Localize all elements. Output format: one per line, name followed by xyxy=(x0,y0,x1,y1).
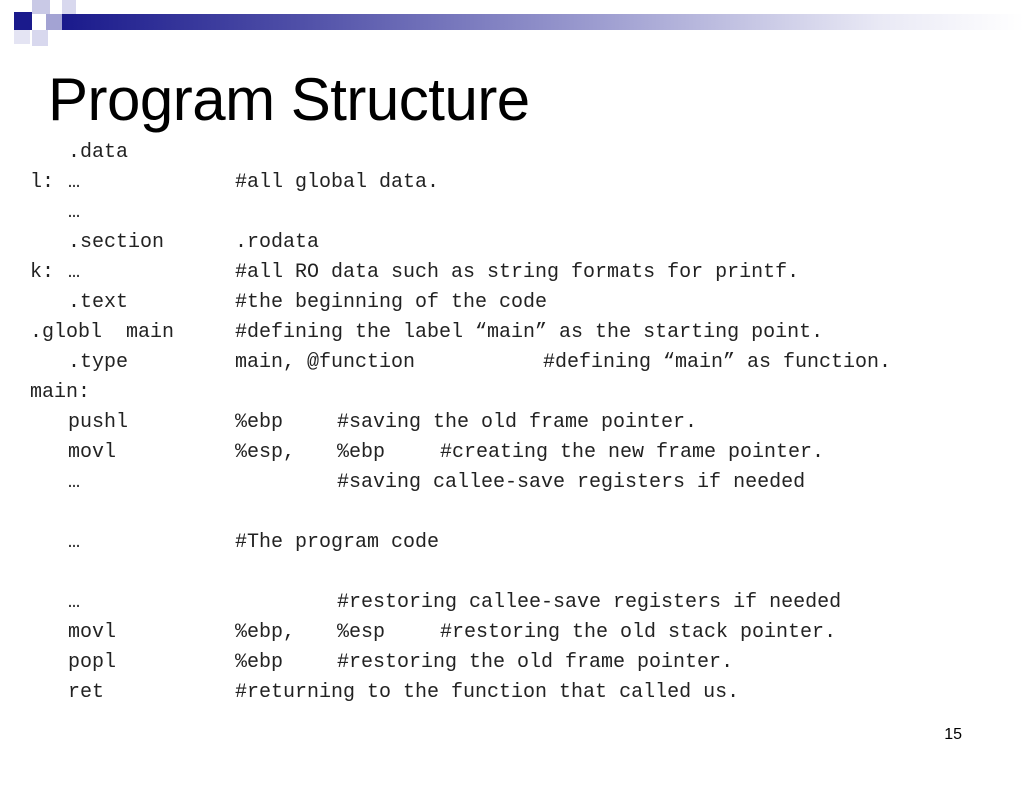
code-arg: %esp, xyxy=(235,441,296,464)
code-line xyxy=(30,438,825,468)
code-arg: #defining the label “main” as the starting point. xyxy=(235,321,824,344)
code-comment: #saving the old frame pointer. xyxy=(337,411,698,434)
code-line xyxy=(30,408,698,438)
code-line xyxy=(30,678,740,708)
code-op: … xyxy=(68,261,81,284)
code-op: .text xyxy=(68,291,129,314)
code-arg: #the beginning of the code xyxy=(235,291,548,314)
code-op: ret xyxy=(68,681,105,704)
code-line xyxy=(30,198,81,228)
decorative-square xyxy=(62,0,76,14)
header-gradient-bar xyxy=(62,14,1024,30)
code-line xyxy=(30,618,837,648)
code-op: .type xyxy=(68,351,129,374)
code-line xyxy=(30,318,824,348)
code-line xyxy=(30,528,440,558)
code-label: k: xyxy=(30,261,55,284)
code-label: .globl main xyxy=(30,321,175,344)
code-op: … xyxy=(68,201,81,224)
code-op: … xyxy=(68,471,81,494)
code-op: … xyxy=(68,591,81,614)
code-op: .data xyxy=(68,141,129,164)
code-line xyxy=(30,138,129,168)
code-comment: #restoring the old frame pointer. xyxy=(337,651,734,674)
decorative-square xyxy=(32,0,50,14)
code-arg: %ebp, xyxy=(235,621,296,644)
code-op: popl xyxy=(68,651,117,674)
decorative-square xyxy=(14,12,32,30)
decorative-square xyxy=(46,14,62,30)
code-arg: %ebp xyxy=(235,651,284,674)
code-arg: #all RO data such as string formats for printf. xyxy=(235,261,800,284)
decorative-square xyxy=(14,30,30,44)
decorative-square xyxy=(32,30,48,46)
code-line xyxy=(30,258,800,288)
code-arg2: %esp xyxy=(337,621,386,644)
code-line xyxy=(30,168,440,198)
slide-title: Program Structure xyxy=(48,66,530,133)
code-op: movl xyxy=(68,621,117,644)
code-op: .section xyxy=(68,231,165,254)
code-block xyxy=(30,138,892,708)
code-op: movl xyxy=(68,441,117,464)
page-number: 15 xyxy=(944,726,962,743)
code-line xyxy=(30,468,806,498)
code-line xyxy=(30,228,320,258)
code-comment: #defining “main” as function. xyxy=(543,351,892,374)
code-label: main: xyxy=(30,381,91,404)
code-op: … xyxy=(68,171,81,194)
code-line xyxy=(30,348,892,378)
code-arg: .rodata xyxy=(235,231,320,254)
code-arg: %ebp xyxy=(235,411,284,434)
code-comment: #saving callee-save registers if needed xyxy=(337,471,806,494)
code-line-blank xyxy=(30,558,78,588)
code-arg: main, @function xyxy=(235,351,416,374)
code-comment: #restoring callee-save registers if needed xyxy=(337,591,842,614)
code-line-blank xyxy=(30,498,78,528)
code-line xyxy=(30,378,91,408)
code-comment: #restoring the old stack pointer. xyxy=(440,621,837,644)
code-label: l: xyxy=(30,171,55,194)
code-line xyxy=(30,588,842,618)
code-arg: #The program code xyxy=(235,531,440,554)
code-arg2: %ebp xyxy=(337,441,386,464)
code-arg: #returning to the function that called us. xyxy=(235,681,740,704)
code-arg: #all global data. xyxy=(235,171,440,194)
code-line xyxy=(30,648,734,678)
code-op: … xyxy=(68,531,81,554)
code-comment: #creating the new frame pointer. xyxy=(440,441,825,464)
code-op: pushl xyxy=(68,411,129,434)
code-line xyxy=(30,288,548,318)
